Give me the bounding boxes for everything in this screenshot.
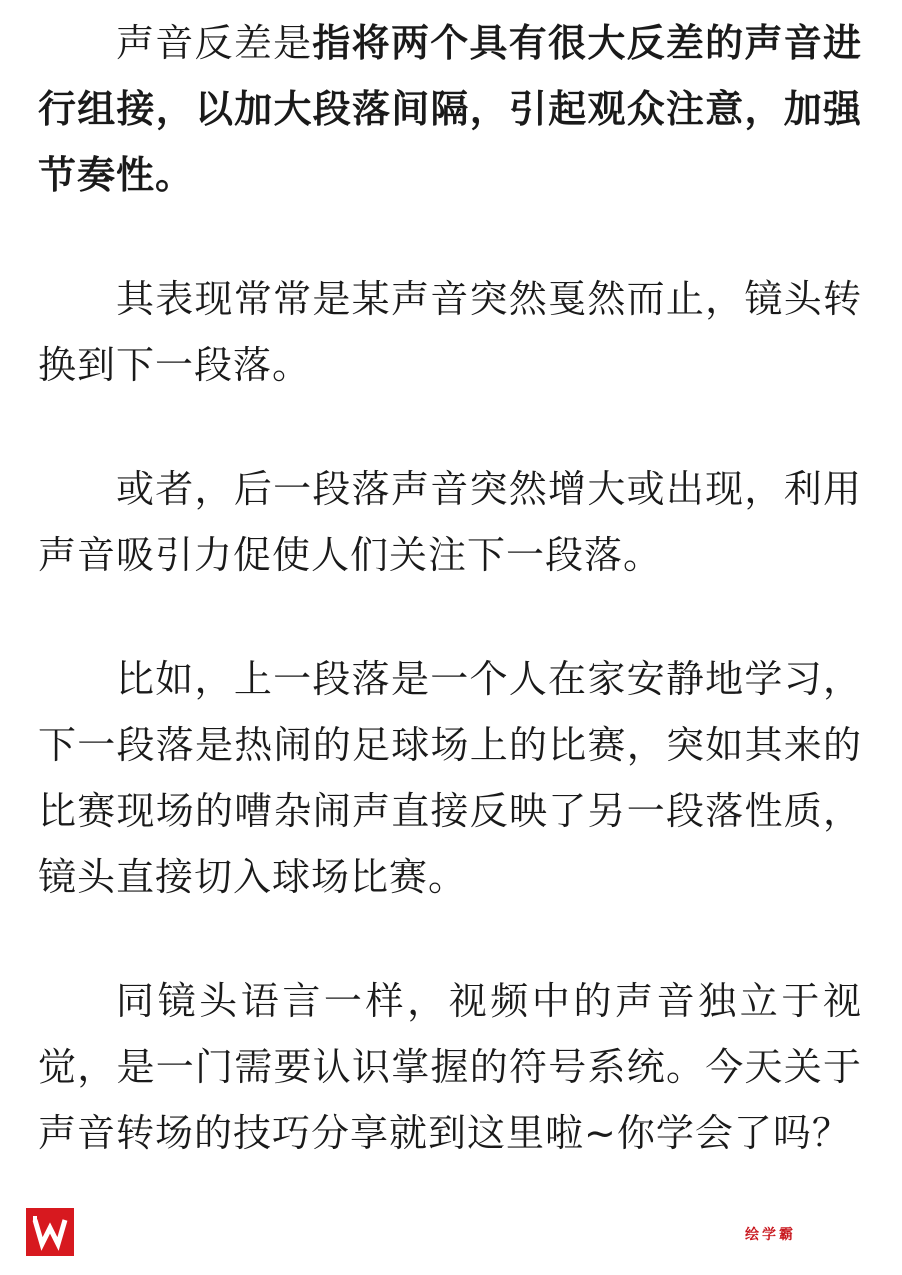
paragraph-2: 其表现常常是某声音突然戛然而止，镜头转换到下一段落。	[38, 277, 862, 387]
paragraph-1	[38, 10, 862, 208]
paragraph-1-bold: 指将两个具有很大反差的声音进行组接，以加大段落间隔，引起观众注意，加强节奏性。	[38, 21, 862, 197]
brand-name: 绘学霸	[745, 1227, 796, 1243]
paragraph-4: 比如，上一段落是一个人在家安静地学习，下一段落是热闹的足球场上的比赛，突如其来的比赛现场的嘈杂闹声直接反映了另一段落性质，镜头直接切入球场比赛。	[38, 657, 862, 899]
paragraph-3: 或者，后一段落声音突然增大或出现，利用声音吸引力促使人们关注下一段落。	[38, 467, 862, 577]
article-body	[38, 10, 862, 1224]
paragraph-5: 同镜头语言一样，视频中的声音独立于视觉，是一门需要认识掌握的符号系统。今天关于声音转场的技巧分享就到这里啦~你学会了吗？	[38, 979, 862, 1155]
w-logo-icon	[26, 1208, 74, 1256]
paragraph-1-lead: 声音反差是	[116, 21, 313, 65]
